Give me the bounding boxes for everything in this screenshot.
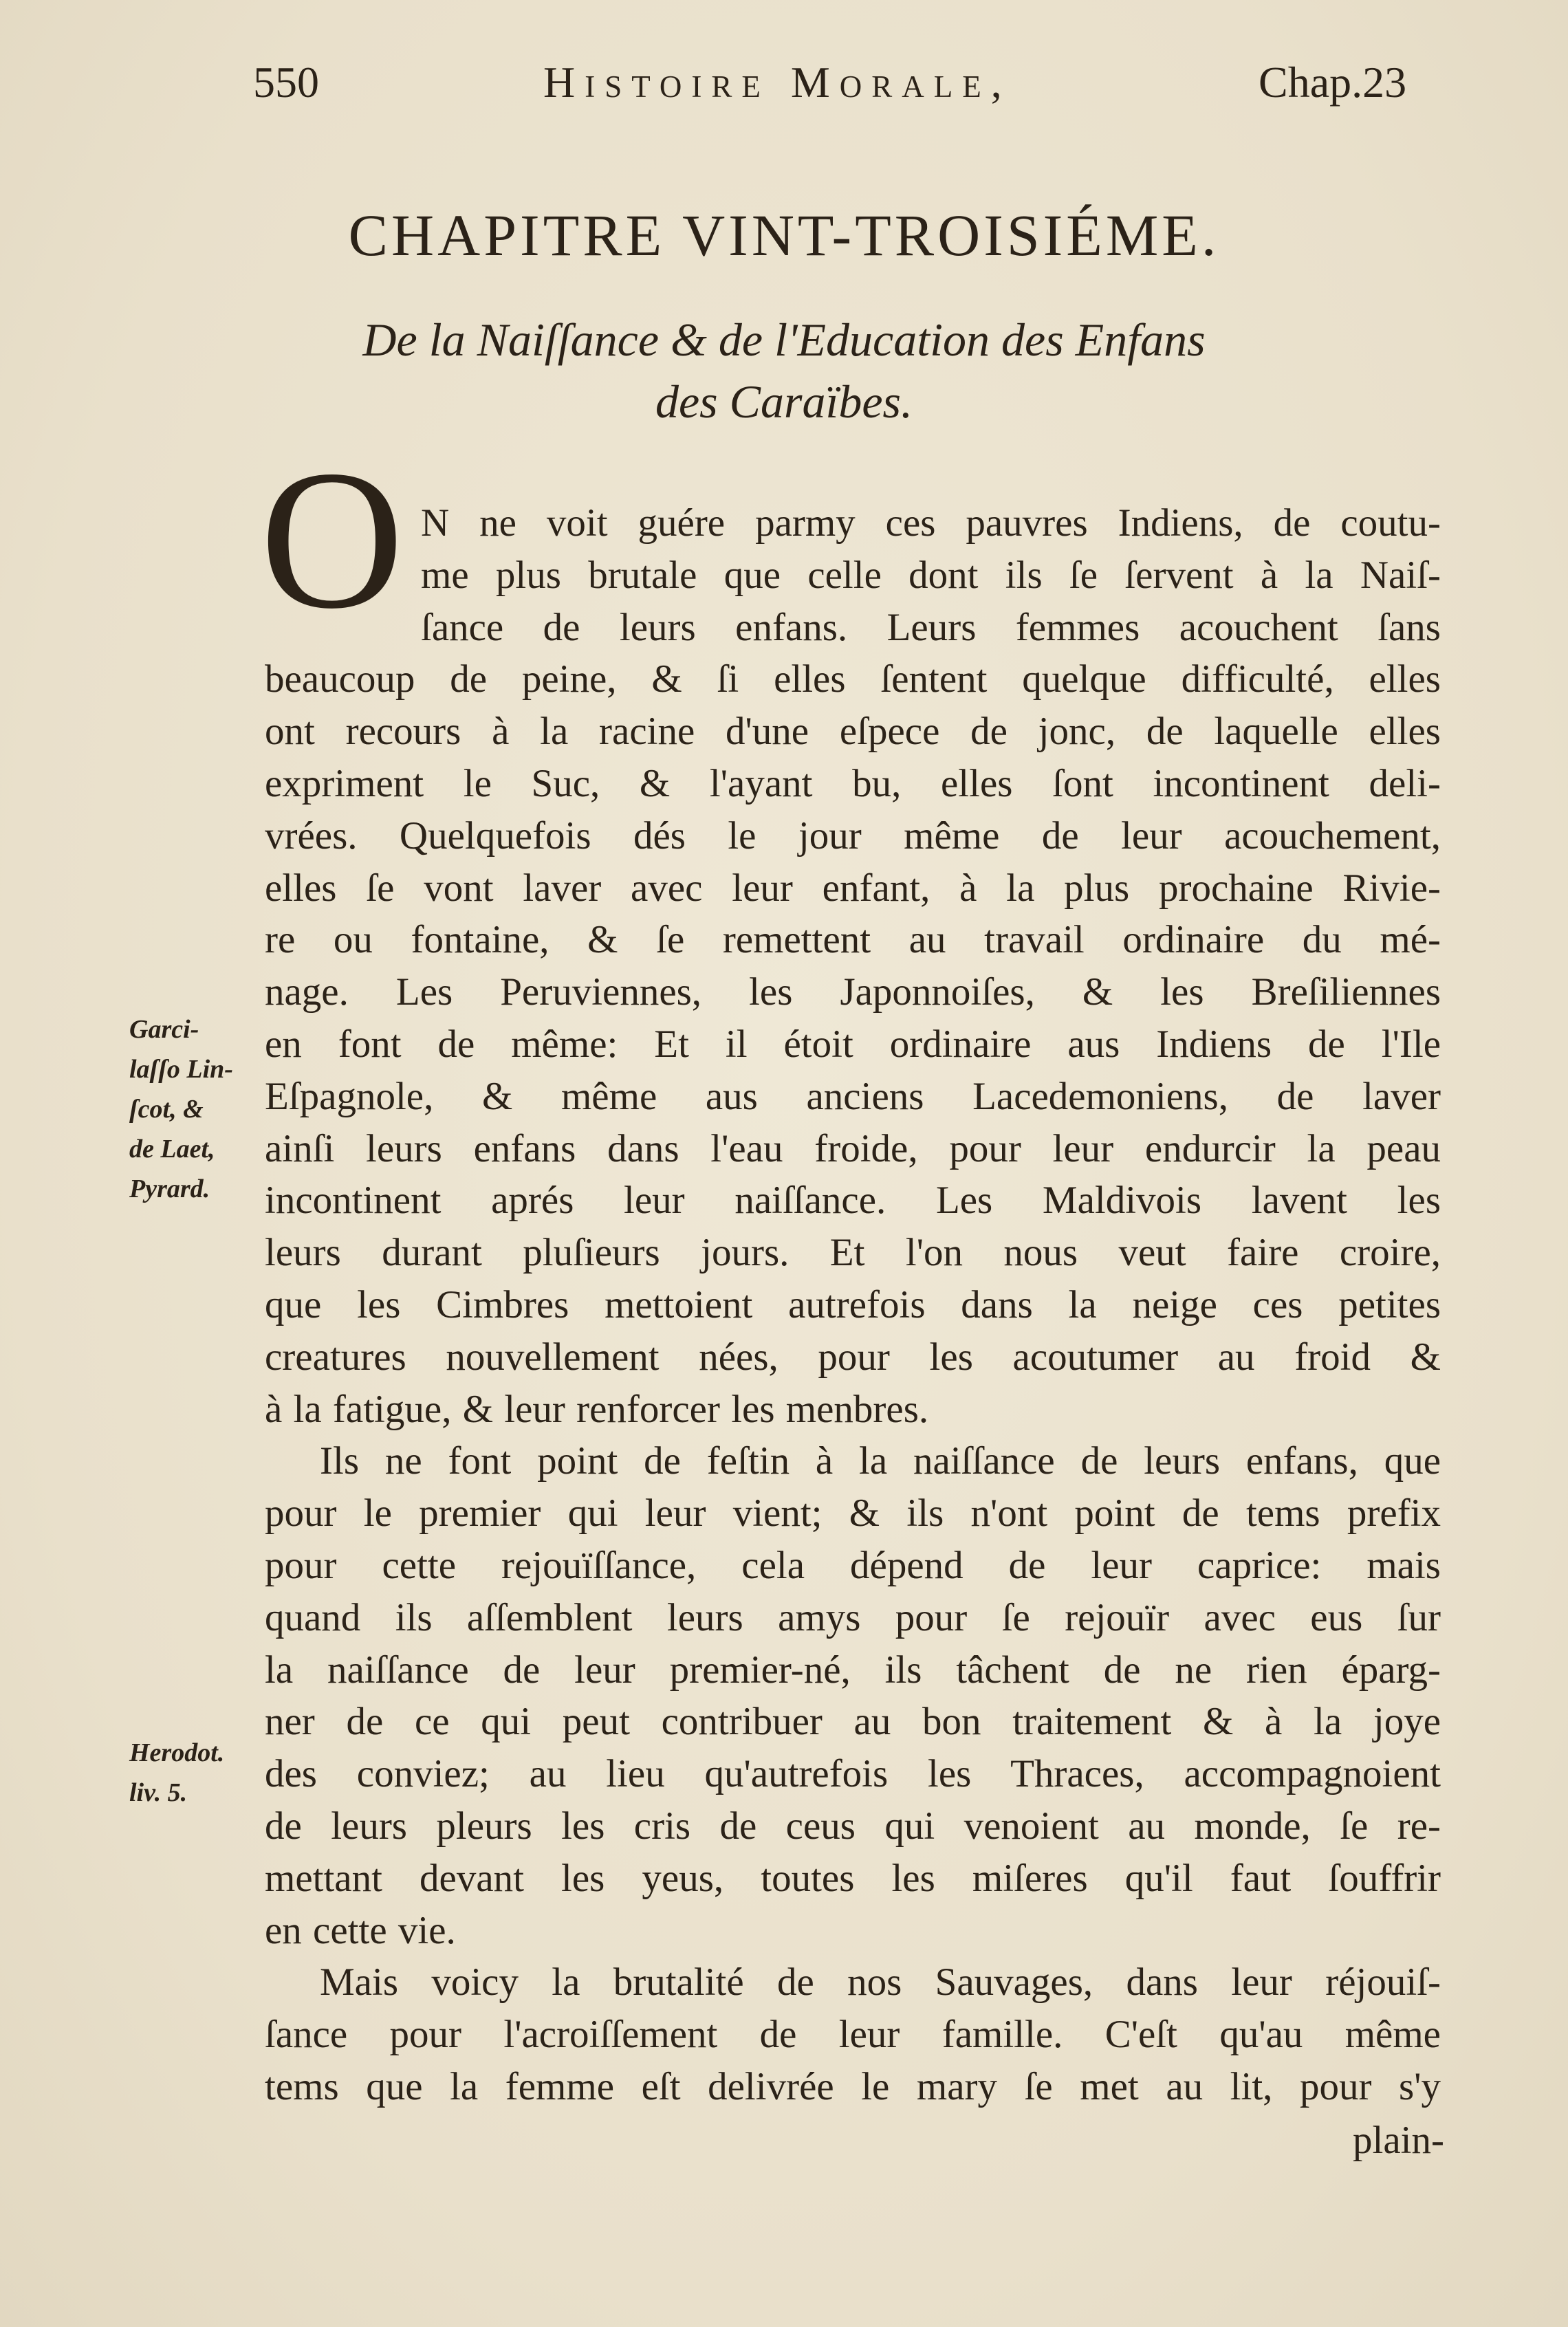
text-line — [421, 549, 1441, 602]
margin-note-line: de Laet, — [129, 1135, 215, 1164]
margin-note — [129, 1009, 233, 1209]
margin-note-line: Pyrard. — [129, 1175, 210, 1203]
text-line — [320, 1435, 1441, 1487]
text-line — [265, 810, 1441, 862]
text-line-content: vrées. Quelquefois dés le jour même de leur acouchement, — [265, 813, 1441, 857]
text-line-content: ainſi leurs enfans dans l'eau froide, pour leur endurcir la peau — [265, 1126, 1441, 1170]
page-number: 550 — [253, 58, 319, 107]
text-line-content: la naiſſance de leur premier-né, ils tâchent de ne rien éparg- — [265, 1648, 1441, 1692]
text-line — [265, 2061, 1441, 2113]
text-line-content: de leurs pleurs les cris de ceus qui venoient au monde, ſe re- — [265, 1804, 1441, 1848]
text-line — [265, 2009, 1441, 2061]
text-line-content: ont recours à la racine d'une eſpece de jonc, de laquelle elles — [265, 710, 1441, 754]
text-line-content: en font de même: Et il étoit ordinaire aus Indiens de l'Ile — [265, 1023, 1441, 1066]
text-line-content: Eſpagnole, & même aus anciens Lacedemoniens, de laver — [265, 1074, 1441, 1118]
text-line — [265, 1018, 1441, 1071]
text-line — [265, 1123, 1441, 1175]
text-line — [265, 1800, 1441, 1853]
catchword: plain- — [1353, 2119, 1444, 2162]
text-line-content: nage. Les Peruviennes, les Japonnoiſes, & les Breſiliennes — [265, 970, 1441, 1014]
text-line-content: N ne voit guére parmy ces pauvres Indiens, de coutu- — [421, 501, 1441, 545]
text-line-content: re ou fontaine, & ſe remettent au travail ordinaire du mé- — [265, 918, 1441, 962]
text-line-content: pour le premier qui leur vient; & ils n'ont point de tems prefix — [265, 1492, 1441, 1536]
text-line — [265, 653, 1441, 706]
text-line-content: ner de ce qui peut contribuer au bon traitement & à la joye — [265, 1700, 1441, 1744]
chapter-marker: Chap.23 — [1259, 58, 1407, 107]
text-line — [265, 1487, 1441, 1540]
margin-note-line: Herodot. — [129, 1738, 225, 1767]
text-line — [265, 1331, 1441, 1384]
margin-note-line: laſſo Lin- — [129, 1055, 233, 1084]
margin-note — [129, 1733, 224, 1813]
text-line-content: elles ſe vont laver avec leur enfant, à la plus prochaine Rivie- — [265, 866, 1441, 910]
text-line — [265, 1696, 1441, 1748]
text-line-content: mettant devant les yeus, toutes les miſeres qu'il faut ſouffrir — [265, 1856, 1441, 1900]
text-line-content: me plus brutale que celle dont ils ſe ſervent à la Naiſ- — [421, 553, 1441, 597]
chapter-subtitle-line-2: des Caraïbes. — [655, 375, 913, 428]
text-line — [421, 602, 1441, 654]
text-line — [421, 497, 1441, 549]
text-line-content: tems que la femme eſt delivrée le mary ſe met au lit, pour s'y — [265, 2065, 1441, 2108]
chapter-subtitle-line-1: De la Naiſſance & de l'Education des Enfans — [362, 314, 1206, 366]
text-line — [265, 1227, 1441, 1279]
text-line-content: en cette vie. — [265, 1908, 456, 1952]
text-line-content: des conviez; au lieu qu'autrefois les Thraces, accompagnoient — [265, 1752, 1441, 1796]
drop-cap: O — [260, 429, 404, 650]
margin-note-line: ſcot, & — [129, 1095, 204, 1124]
text-line — [265, 1905, 1441, 1957]
text-line — [320, 1956, 1441, 2009]
text-line — [265, 966, 1441, 1018]
text-line — [265, 1071, 1441, 1123]
text-line-content: à la fatigue, & leur renforcer les menbres. — [265, 1387, 929, 1431]
text-line — [265, 1644, 1441, 1696]
text-line-content: quand ils aſſemblent leurs amys pour ſe rejouïr avec eus ſur — [265, 1595, 1441, 1639]
text-line — [265, 1540, 1441, 1592]
text-line-content: Mais voicy la brutalité de nos Sauvages, dans leur réjouiſ- — [320, 1960, 1441, 2004]
margin-note-line: Garci- — [129, 1015, 199, 1044]
text-line — [265, 862, 1441, 915]
text-line-content: expriment le Suc, & l'ayant bu, elles ſont incontinent deli- — [265, 762, 1441, 805]
margin-note-line: liv. 5. — [129, 1778, 188, 1807]
text-line-content: beaucoup de peine, & ſi elles ſentent quelque difficulté, elles — [265, 657, 1441, 701]
text-line-content: leurs durant pluſieurs jours. Et l'on nous veut faire croire, — [265, 1231, 1441, 1275]
text-line-content: Ils ne font point de feſtin à la naiſſance de leurs enfans, que — [320, 1439, 1441, 1483]
text-line-content: pour cette rejouïſſance, cela dépend de leur caprice: mais — [265, 1544, 1441, 1587]
text-line — [265, 1748, 1441, 1800]
text-line-content: incontinent aprés leur naiſſance. Les Maldivois lavent les — [265, 1179, 1441, 1223]
text-line-content: ſance de leurs enfans. Leurs femmes acouchent ſans — [421, 605, 1441, 649]
text-line-content: ſance pour l'acroiſſement de leur famille. C'eſt qu'au même — [265, 2013, 1441, 2057]
chapter-title: CHAPITRE VINT-TROISIÉME. — [348, 202, 1220, 268]
text-line — [265, 1279, 1441, 1331]
running-title: Histoire Morale, — [543, 58, 1012, 107]
text-line — [265, 1384, 1441, 1436]
text-line — [265, 1853, 1441, 1905]
text-line-content: creatures nouvellement nées, pour les acoutumer au froid & — [265, 1335, 1441, 1379]
text-line — [265, 1592, 1441, 1644]
text-line-content: que les Cimbres mettoient autrefois dans la neige ces petites — [265, 1283, 1441, 1326]
text-line — [265, 914, 1441, 966]
text-line — [265, 1175, 1441, 1227]
text-line — [265, 758, 1441, 810]
text-line — [265, 706, 1441, 758]
